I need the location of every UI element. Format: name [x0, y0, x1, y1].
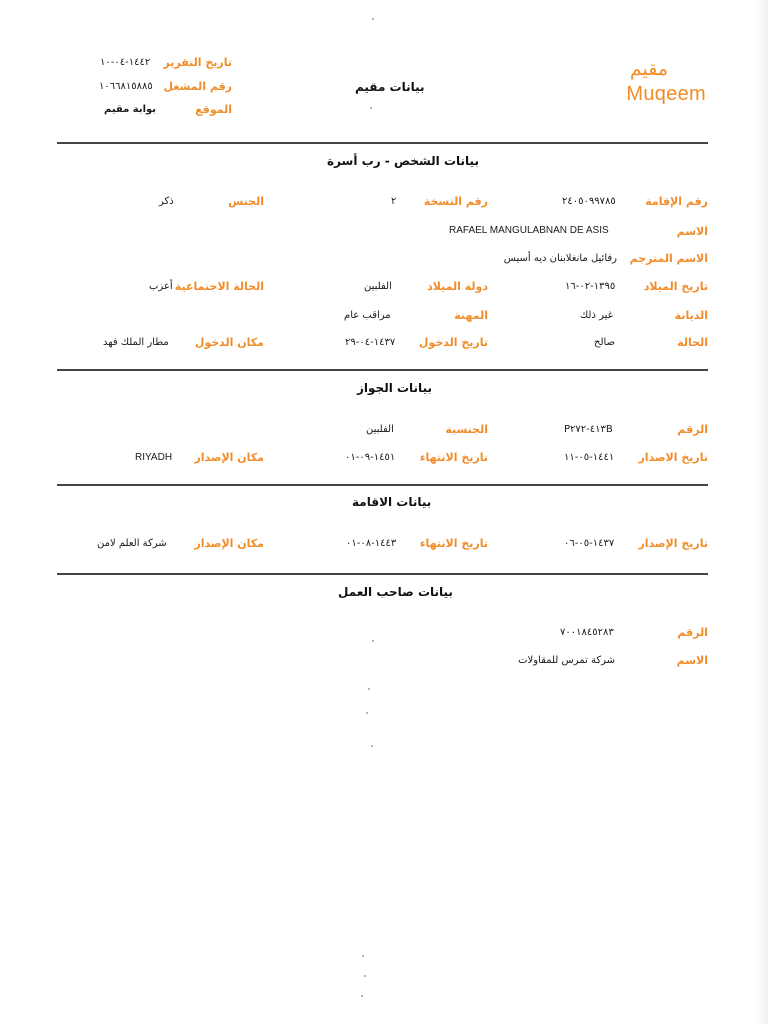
religion-label: الديانة	[674, 309, 708, 322]
operator-label: رقم المشغل	[163, 80, 232, 93]
document-title: بيانات مقيم	[355, 80, 425, 94]
passport-expiry-value: ١٤٥١-٠٩-٠١	[345, 452, 396, 463]
site-value: بوابة مقيم	[104, 104, 157, 115]
residence-expiry-value: ١٤٤٣-٠٨-٠١	[346, 538, 397, 549]
scan-speck	[372, 18, 374, 20]
employer-number-label: الرقم	[677, 626, 708, 639]
occupation-value: مراقب عام	[344, 310, 391, 321]
birth-country-label: دولة الميلاد	[427, 280, 488, 293]
gender-label: الجنس	[228, 195, 264, 208]
passport-expiry-label: تاريخ الانتهاء	[419, 451, 488, 464]
passport-number-value: P٤١٣-٢٧٢B	[564, 424, 613, 435]
passport-issue-place-value: RIYADH	[135, 452, 173, 463]
passport-issue-date-value: ١٤٤١-٠٥-١١	[564, 452, 615, 463]
employer-section-title: بيانات صاحب العمل	[338, 585, 453, 599]
logo-arabic: مقيم	[629, 58, 668, 80]
report-date-value: ١٤٤٢-٠٤-١٠	[100, 57, 151, 68]
entry-date-label: تاريخ الدخول	[418, 336, 488, 349]
operator-value: ١٠٦٦٨١٥٨٨٥	[99, 81, 153, 92]
name-label: الاسم	[676, 225, 708, 238]
scan-speck	[364, 975, 366, 977]
copy-number-value: ٢	[391, 196, 397, 207]
divider	[57, 142, 708, 144]
passport-number-label: الرقم	[677, 423, 708, 436]
residence-issue-place-label: مكان الإصدار	[194, 537, 264, 550]
birth-date-label: تاريخ الميلاد	[643, 280, 708, 293]
translated-name-label: الاسم المترجم	[629, 252, 708, 265]
scan-speck	[372, 640, 374, 642]
marital-status-label: الحالة الاجتماعية	[174, 280, 264, 293]
marital-status-value: أعزب	[149, 281, 173, 292]
occupation-label: المهنة	[454, 309, 488, 322]
residence-section-title: بيانات الاقامة	[352, 495, 432, 509]
status-value: صالح	[594, 337, 616, 348]
scan-speck	[362, 955, 364, 957]
religion-value: غير ذلك	[580, 310, 613, 321]
status-label: الحالة	[677, 336, 708, 349]
gender-value: ذكر	[159, 196, 174, 207]
employer-number-value: ٧٠٠١٨٤٥٢٨٣	[560, 627, 614, 638]
passport-issue-place-label: مكان الإصدار	[194, 451, 264, 464]
copy-number-label: رقم النسخة	[423, 195, 488, 208]
logo-english: Muqeem	[626, 83, 706, 105]
translated-name-value: رفائيل مانغلابنان ديه أسيس	[503, 253, 617, 264]
residence-expiry-label: تاريخ الانتهاء	[419, 537, 488, 550]
divider	[57, 369, 708, 371]
passport-issue-date-label: تاريخ الاصدار	[638, 451, 708, 464]
iqama-number-label: رقم الإقامة	[645, 195, 708, 208]
nationality-value: الفلبين	[366, 424, 394, 435]
entry-place-label: مكان الدخول	[194, 336, 264, 349]
iqama-number-value: ٢٤٠٥٠٩٩٧٨٥	[562, 196, 616, 207]
person-section-title: بيانات الشخص - رب أسرة	[327, 154, 479, 168]
page-edge-shadow	[754, 0, 768, 1024]
passport-section-title: بيانات الجواز	[357, 381, 432, 395]
scan-speck	[366, 712, 368, 714]
name-value: RAFAEL MANGULABNAN DE ASIS	[449, 225, 609, 236]
scan-speck	[370, 107, 372, 109]
birth-country-value: الفلبين	[364, 281, 392, 292]
entry-place-value: مطار الملك فهد	[103, 337, 169, 348]
residence-issue-place-value: شركة العلم لامن	[97, 538, 167, 549]
report-date-label: تاريخ التقرير	[163, 56, 232, 69]
employer-name-value: شركة تمرس للمقاولات	[518, 655, 615, 666]
residence-issue-date-label: تاريخ الإصدار	[638, 537, 708, 550]
employer-name-label: الاسم	[676, 654, 708, 667]
divider	[57, 573, 708, 575]
residence-issue-date-value: ١٤٣٧-٠٥-٠٦	[564, 538, 615, 549]
scan-speck	[371, 745, 373, 747]
site-label: الموقع	[195, 103, 232, 116]
scan-speck	[361, 995, 363, 997]
birth-date-value: ١٣٩٥-٠٢-١٦	[565, 281, 616, 292]
divider	[57, 484, 708, 486]
nationality-label: الجنسية	[445, 423, 488, 436]
entry-date-value: ١٤٣٧-٠٤-٢٩	[345, 337, 396, 348]
scan-speck	[368, 688, 370, 690]
